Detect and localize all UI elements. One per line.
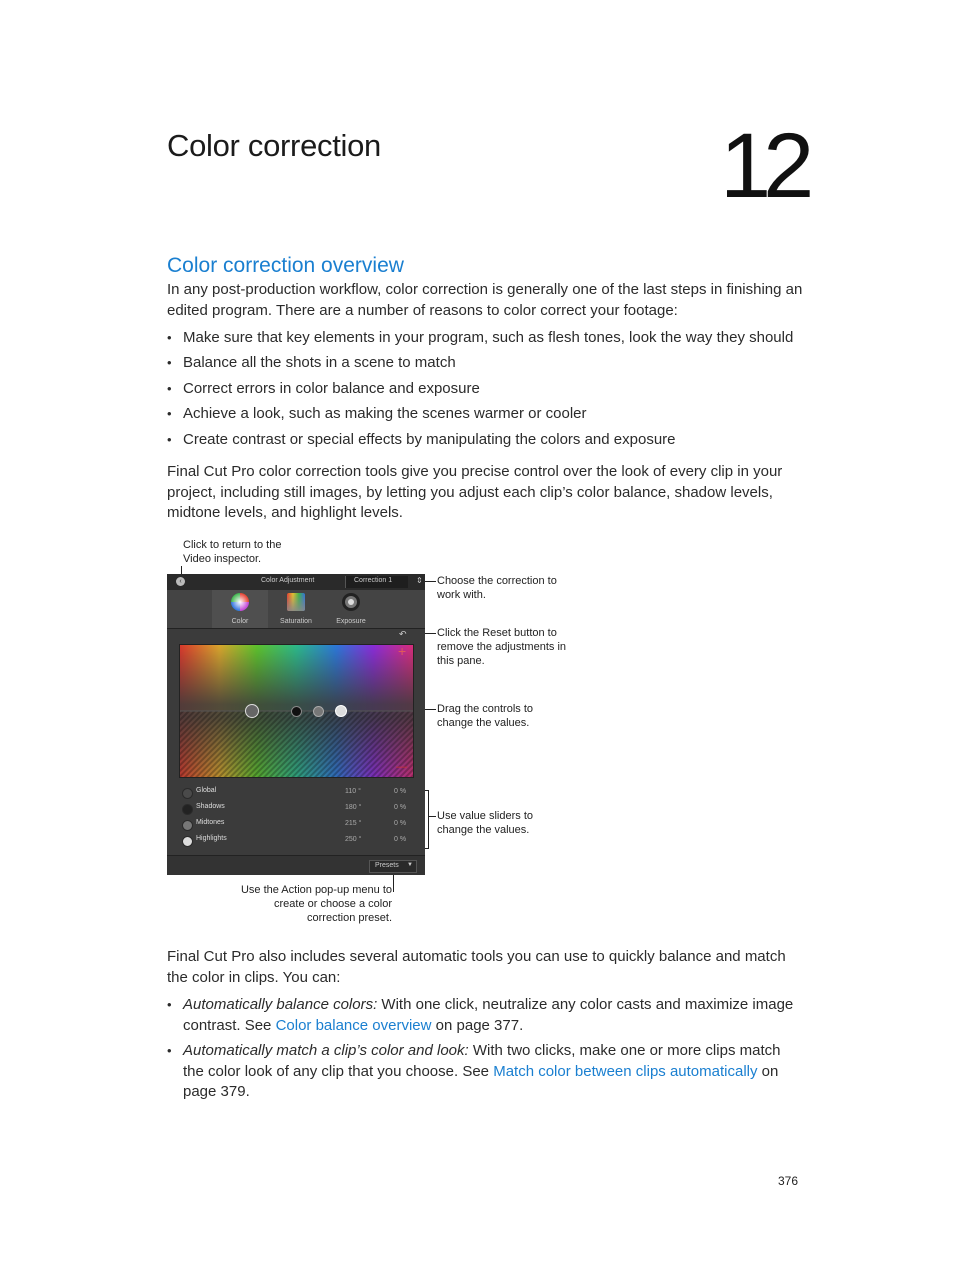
auto-paragraph: Final Cut Pro also includes several automatic tools you can use to quickly balance and match the color in clips. You can:	[167, 948, 786, 986]
callout-choose: Choose the correction to work with.	[437, 575, 557, 601]
callout-line	[424, 581, 436, 582]
section-title: Color correction overview	[167, 254, 404, 277]
callout-bracket	[428, 790, 429, 849]
shadows-indicator	[182, 804, 193, 815]
callout-back: Click to return to the Video inspector.	[183, 539, 282, 565]
global-indicator	[182, 788, 193, 799]
callout-drag: Drag the controls to change the values.	[437, 703, 533, 729]
color-balance-link[interactable]: Color balance overview	[275, 1016, 432, 1034]
callout-line	[393, 872, 394, 892]
saturation-icon	[287, 593, 305, 611]
inspector-tabs	[167, 590, 425, 629]
color-board[interactable]	[179, 644, 414, 778]
value-row-global[interactable]: Global 110 ° 0 %	[167, 785, 425, 801]
match-color-link[interactable]: Match color between clips automatically	[493, 1062, 758, 1080]
global-puck[interactable]	[245, 704, 259, 718]
minus-label: —	[396, 761, 407, 773]
back-arrow-icon[interactable]: ‹	[176, 577, 185, 586]
intro-paragraph: In any post-production workflow, color correction is generally one of the last steps in finishing an edited program. There are a number of reasons to color correct your footage:	[167, 281, 803, 319]
correction-popup[interactable]: Correction 1	[345, 576, 408, 588]
tab-color[interactable]: Color	[212, 590, 268, 628]
header-label: Color Adjustment	[261, 577, 315, 584]
value-row-midtones[interactable]: Midtones 215 ° 0 %	[167, 817, 425, 833]
tab-exposure[interactable]: Exposure	[323, 590, 379, 628]
midtones-puck[interactable]	[313, 706, 324, 717]
highlights-indicator	[182, 836, 193, 847]
triangle-down-icon: ▼	[407, 862, 413, 868]
chevron-updown-icon[interactable]: ⇕	[416, 576, 423, 585]
value-row-highlights[interactable]: Highlights 250 ° 0 %	[167, 833, 425, 849]
list-item: • Automatically balance colors: With one click, neutralize any color casts and maximize image contrast. See Color balance overview on page 377.	[167, 996, 794, 1034]
callout-action: Use the Action pop-up menu to create or choose a color correction preset.	[240, 884, 392, 924]
chapter-number: 12	[720, 115, 807, 217]
page-number: 376	[778, 1174, 799, 1188]
list-item: • Automatically match a clip’s color and look: With two clicks, make one or more clips match the color look of any clip that you choose. See Match color between clips automatically on page 379.	[167, 1042, 781, 1100]
color-inspector	[167, 574, 425, 874]
highlights-puck[interactable]	[335, 705, 347, 717]
value-row-shadows[interactable]: Shadows 180 ° 0 %	[167, 801, 425, 817]
tools-paragraph: Final Cut Pro color correction tools give you precise control over the look of every clip in your project, including still images, by letting you adjust each clip’s color balance, shadow levels, midtone levels, and highlight levels.	[167, 463, 783, 521]
inspector-header	[167, 574, 425, 590]
midtones-indicator	[182, 820, 193, 831]
color-wheel-icon	[231, 593, 249, 611]
presets-button[interactable]: Presets ▼	[369, 860, 417, 873]
shadows-puck[interactable]	[291, 706, 302, 717]
callout-reset: Click the Reset button to remove the adjustments in this pane.	[437, 627, 567, 667]
chapter-title: Color correction	[167, 128, 382, 163]
plus-label: +	[398, 644, 407, 659]
inspector-footer	[167, 855, 425, 875]
tab-saturation[interactable]: Saturation	[268, 590, 324, 628]
reset-icon[interactable]: ↶	[399, 629, 407, 639]
exposure-icon	[342, 593, 360, 611]
callout-sliders: Use value sliders to change the values.	[437, 810, 533, 836]
callout-line	[429, 816, 436, 817]
